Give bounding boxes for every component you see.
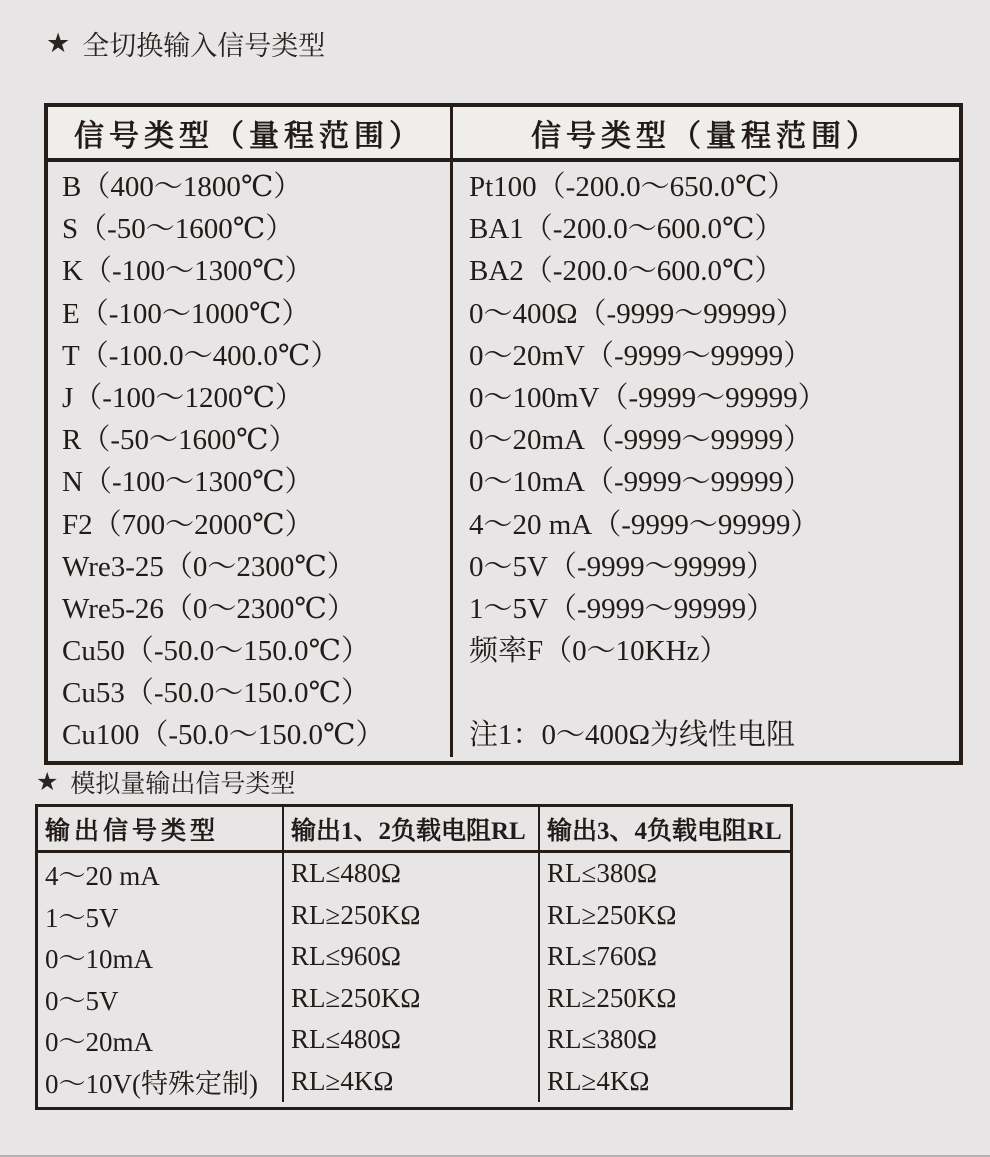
input-signal-table-body xyxy=(48,162,959,757)
load-rl-3-4-cell: RL≤380Ω xyxy=(547,1024,657,1055)
signal-row: 0～20mV（-9999～99999） xyxy=(469,339,813,372)
output-type-cell: 4～20 mA xyxy=(38,853,284,895)
header-cell-load-rl-1-2: 输出1、2负载电阻RL xyxy=(284,807,540,850)
signal-row: B（400～1800℃） xyxy=(62,171,303,203)
input-signal-left-column xyxy=(48,162,453,757)
signal-row: 频率F（0～10KHz） xyxy=(469,635,729,668)
section1-heading xyxy=(46,24,325,63)
signal-row: 0～20mA（-9999～99999） xyxy=(469,424,813,457)
signal-row: Wre3-25（0～2300℃） xyxy=(62,550,356,583)
input-signal-right-column xyxy=(453,162,959,757)
signal-row: Cu53（-50.0～150.0℃） xyxy=(62,677,370,710)
section1-title: 全切换输入信号类型 xyxy=(82,31,326,61)
output-signal-table-header xyxy=(38,807,790,853)
header-cell-output-type: 输出信号类型 xyxy=(38,807,284,850)
header-cell-signal-type-left: 信号类型（量程范围） xyxy=(48,107,453,158)
section2-heading xyxy=(36,764,295,800)
output-type-cell: 1～5V xyxy=(38,895,284,937)
header-cell-signal-type-right: 信号类型（量程范围） xyxy=(531,119,881,153)
load-rl-3-4-cell: RL≥4KΩ xyxy=(547,1065,650,1096)
signal-row: S（-50～1600℃） xyxy=(62,213,295,246)
table-row xyxy=(38,1061,790,1103)
output-type-cell: 0～10mA xyxy=(38,936,284,978)
signal-row: 4～20 mA（-9999～99999） xyxy=(469,508,820,541)
signal-row: K（-100～1300℃） xyxy=(62,255,314,288)
load-rl-1-2-cell: RL≥250KΩ xyxy=(284,978,540,1020)
table-row xyxy=(38,936,790,978)
load-rl-3-4-cell: RL≥250KΩ xyxy=(547,899,677,930)
signal-row: Cu100（-50.0～150.0℃） xyxy=(62,719,385,752)
star-icon: ★ xyxy=(46,28,71,58)
load-rl-3-4-cell: RL≤380Ω xyxy=(547,858,657,889)
load-rl-1-2-cell: RL≤480Ω xyxy=(284,1019,540,1061)
input-signal-table xyxy=(44,103,963,765)
linear-resistance-note: 注1：0～400Ω为线性电阻 xyxy=(469,719,796,752)
signal-row: T（-100.0～400.0℃） xyxy=(62,339,340,372)
signal-row: R（-50～1600℃） xyxy=(62,424,298,457)
signal-row: 1～5V（-9999～99999） xyxy=(469,592,776,625)
signal-row: Pt100（-200.0～650.0℃） xyxy=(469,171,797,203)
signal-row: J（-100～1200℃） xyxy=(62,381,304,414)
load-rl-3-4-cell: RL≤760Ω xyxy=(547,941,657,972)
output-type-cell: 0～10V(特殊定制) xyxy=(38,1061,284,1103)
output-type-cell: 0～5V xyxy=(38,978,284,1020)
signal-row: 0～5V（-9999～99999） xyxy=(469,550,776,583)
load-rl-1-2-cell: RL≥4KΩ xyxy=(284,1061,540,1103)
signal-row: BA2（-200.0～600.0℃） xyxy=(469,255,784,288)
section2-title: 模拟量输出信号类型 xyxy=(70,770,296,798)
signal-row: BA1（-200.0～600.0℃） xyxy=(469,213,784,246)
signal-row: Cu50（-50.0～150.0℃） xyxy=(62,635,370,668)
signal-row: Wre5-26（0～2300℃） xyxy=(62,592,356,625)
table-row xyxy=(38,978,790,1020)
load-rl-1-2-cell: RL≤480Ω xyxy=(284,853,540,895)
output-type-cell: 0～20mA xyxy=(38,1019,284,1061)
star-icon: ★ xyxy=(36,768,59,796)
signal-row: 0～10mA（-9999～99999） xyxy=(469,466,813,499)
load-rl-3-4-cell: RL≥250KΩ xyxy=(547,982,677,1013)
header-cell-load-rl-3-4: 输出3、4负载电阻RL xyxy=(547,817,782,845)
signal-row: E（-100～1000℃） xyxy=(62,297,311,330)
table-row xyxy=(38,895,790,937)
output-signal-table xyxy=(35,804,793,1110)
input-signal-table-header xyxy=(48,107,959,162)
signal-row: N（-100～1300℃） xyxy=(62,466,314,499)
load-rl-1-2-cell: RL≤960Ω xyxy=(284,936,540,978)
table-row xyxy=(38,853,790,895)
signal-row: 0～400Ω（-9999～99999） xyxy=(469,297,805,330)
signal-row: 0～100mV（-9999～99999） xyxy=(469,381,827,414)
load-rl-1-2-cell: RL≥250KΩ xyxy=(284,895,540,937)
table-row xyxy=(38,1019,790,1061)
signal-row: F2（700～2000℃） xyxy=(62,508,314,541)
